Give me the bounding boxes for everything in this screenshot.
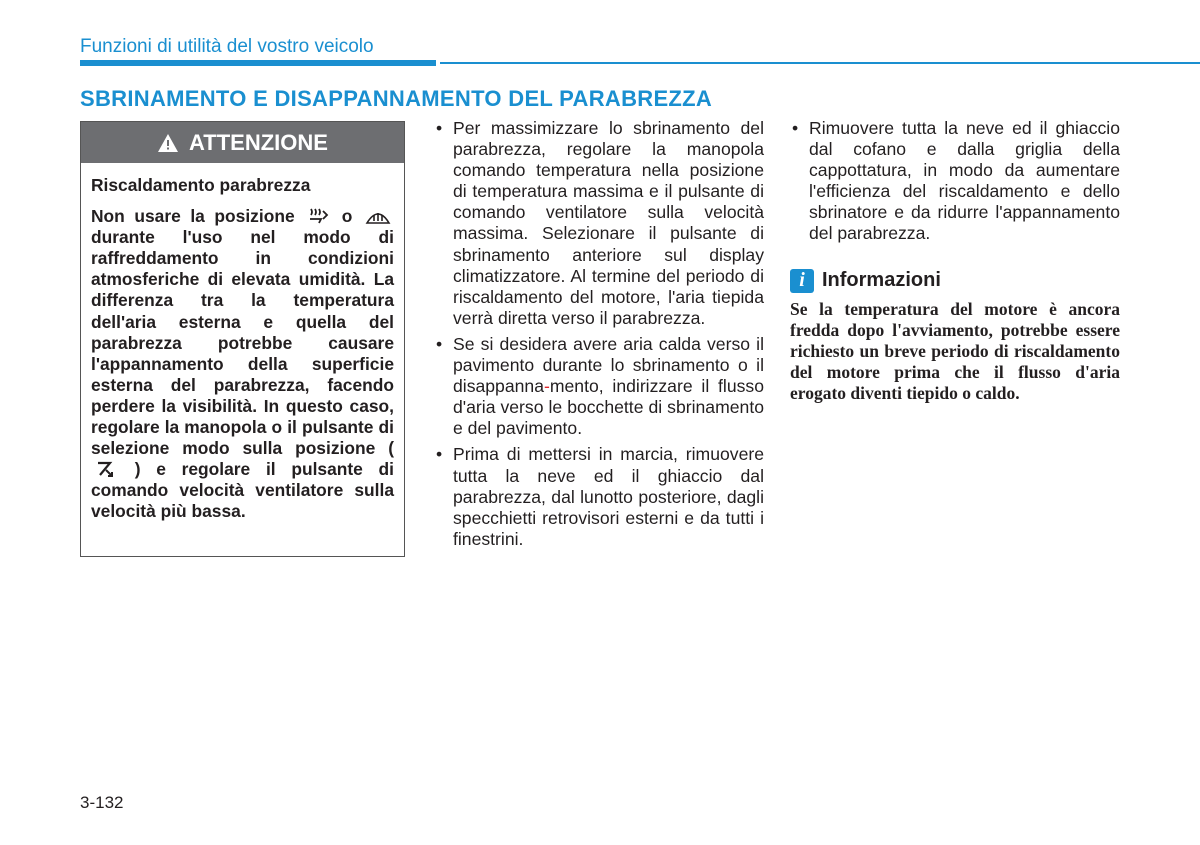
floor-vent-icon	[94, 460, 116, 478]
list-item-text: Prima di mettersi in marcia, rimuovere tutta la neve ed il ghiaccio dal parabrezza, dal lunotto posteriore, dagli specchietti retrovisori esterni e da tutti i finestrini.	[453, 444, 764, 549]
warning-body	[81, 163, 404, 523]
list-item-text: Rimuovere tutta la neve ed il ghiaccio dal cofano e dalla griglia della cappottatura, in modo da aumentare l'efficienza del riscaldamento e dello sbrinatore e da ridurre l'appannamento del parabrezza.	[809, 118, 1120, 244]
warning-paragraph	[91, 206, 394, 522]
column-middle	[434, 118, 764, 555]
warning-box	[80, 121, 405, 557]
header-rule-thin	[440, 62, 1200, 64]
list-item: • Prima di mettersi in marcia, rimuovere tutta la neve ed il ghiaccio dal parabrezza, dal lunotto posteriore, dagli specchietti retrovisori esterni e da tutti i finestrini.	[436, 444, 764, 549]
column-right	[790, 118, 1120, 404]
list-item-text-b: mento, indirizzare il flusso d'aria verso le bocchette di sbrinamento e del pavimento.	[453, 376, 764, 439]
info-heading: Informazioni	[822, 269, 941, 292]
section-header: Funzioni di utilità del vostro veicolo	[80, 36, 374, 57]
defrost-floor-icon	[307, 207, 329, 225]
list-item-text: Per massimizzare lo sbrinamento del parabrezza, regolare la manopola comando temperatura nella posizione di temperatura massima e il pulsante di comando ventilatore sulla velocità massima. Selezionare il pulsante di sbrinamento anteriore sul display climatizzatore. Al termine del periodo di riscaldamento del motore, l'aria tiepida verrà diretta verso il parabrezza.	[453, 118, 764, 328]
list-item: • Se si desidera avere aria calda verso il pavimento durante lo sbrinamento o il disappanna-mento, indirizzare il flusso d'aria verso le bocchette di sbrinamento e del pavimento.	[436, 333, 764, 439]
warning-text-b: o	[341, 206, 353, 227]
warning-subheading: Riscaldamento parabrezza	[91, 175, 311, 195]
warning-triangle-icon	[157, 133, 179, 153]
list-item-text-a: Se si desidera avere aria calda verso il pavimento durante lo sbrinamento o il disappanna	[453, 333, 764, 397]
header-rule-thick	[80, 60, 436, 66]
list-item: • Rimuovere tutta la neve ed il ghiaccio dal cofano e dalla griglia della cappottatura, in modo da aumentare l'efficienza del riscaldamento e dello sbrinatore e da ridurre l'appannamento del parabrezza.	[792, 118, 1120, 244]
warning-heading: ATTENZIONE	[189, 129, 328, 155]
warning-header	[81, 122, 404, 163]
list-item: • Per massimizzare lo sbrinamento del parabrezza, regolare la manopola comando temperatura nella posizione di temperatura massima e il pulsante di comando ventilatore sulla velocità massima. Selezionare il pulsante di sbrinamento anteriore sul display climatizzatore. Al termine del periodo di riscaldamento del motore, l'aria tiepida verrà diretta verso il parabrezza.	[436, 118, 764, 328]
hyphen: -	[543, 376, 550, 397]
warning-text-c: durante l'uso nel modo di raffreddamento in condizioni atmosferiche di elevata umidità. La differenza tra la temperatura dell'aria esterna e quella del parabrezza potrebbe causare l'appannamento della superficie esterna del parabrezza, facendo perdere la visibilità. In questo caso, regolare la manopola o il pulsante di selezione modo sulla posizione (	[91, 227, 394, 459]
page-number: 3-132	[80, 793, 124, 812]
front-defrost-icon	[365, 207, 391, 225]
info-header	[790, 269, 1120, 293]
page-title: SBRINAMENTO E DISAPPANNAMENTO DEL PARABREZZA	[80, 86, 713, 111]
info-text: Se la temperatura del motore è ancora fredda dopo l'avviamento, potrebbe essere richiesto un breve periodo di riscaldamento del motore prima che il flusso d'aria erogato diventi tiepido o caldo.	[790, 298, 1120, 403]
info-icon: i	[790, 269, 814, 293]
warning-text-a: Non usare la posizione	[91, 206, 295, 227]
warning-text-d: ) e regolare il pulsante di comando velocità ventilatore sulla velocità più bassa.	[91, 459, 394, 522]
